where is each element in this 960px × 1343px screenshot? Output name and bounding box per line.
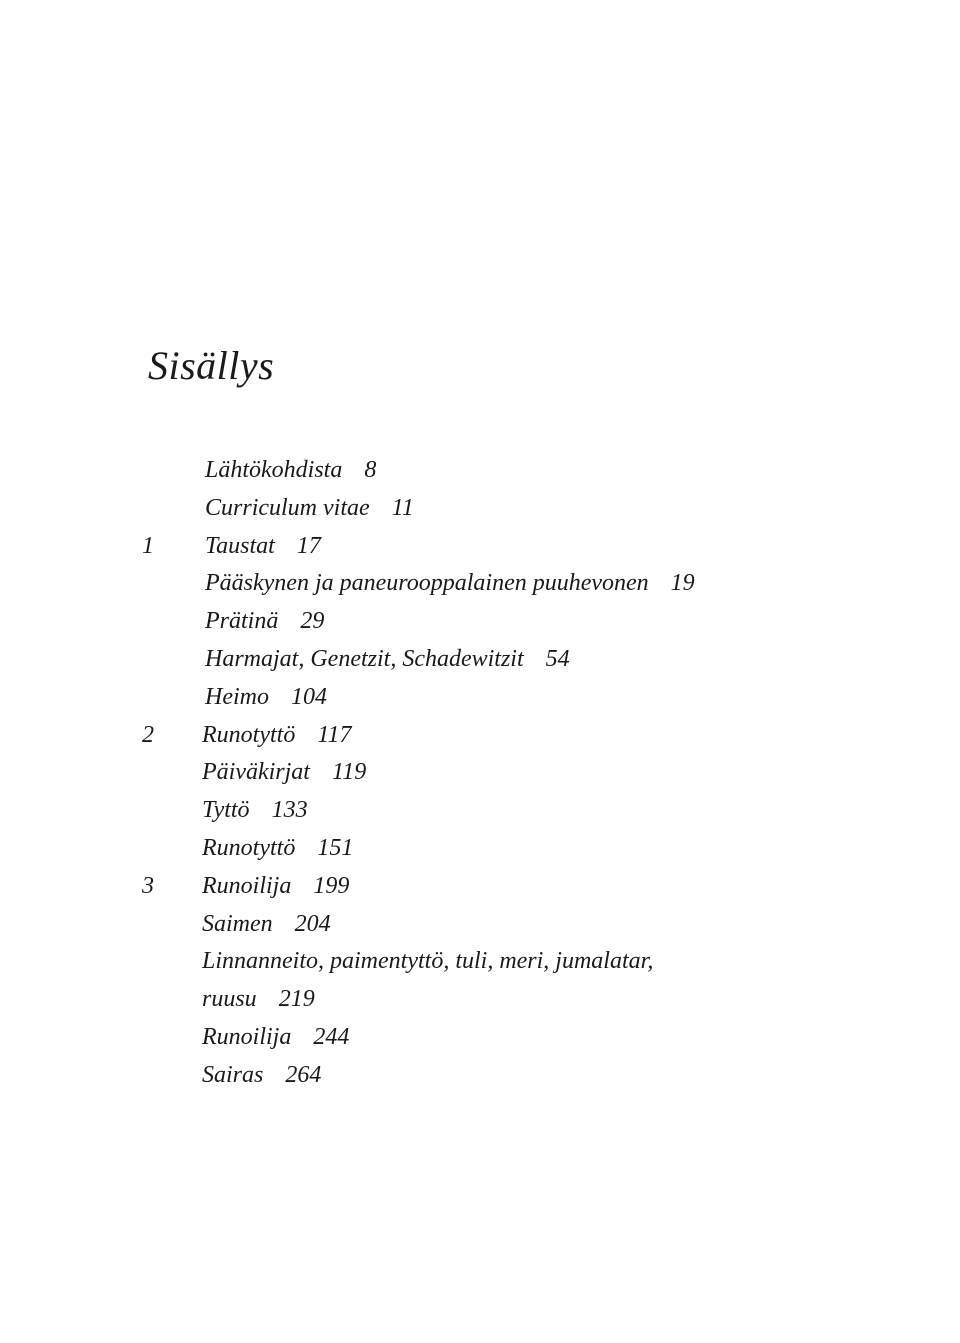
page-title: Sisällys <box>148 343 275 388</box>
entry-title: Linnanneito, paimentyttö, tuli, meri, jumalatar, <box>202 948 654 975</box>
entry-page-number: 264 <box>285 1061 322 1088</box>
chapter-number: 2 <box>142 721 154 748</box>
chapter-number: 1 <box>142 532 154 559</box>
entry-page-number: 119 <box>331 759 367 786</box>
entry-page-number: 133 <box>271 797 308 824</box>
entry-page-number: 204 <box>294 910 331 937</box>
entry-title: Curriculum vitae <box>205 494 370 521</box>
entry-title: Taustat <box>205 532 275 559</box>
entry-page-number: 244 <box>313 1023 350 1050</box>
entry-page-number: 29 <box>300 608 325 635</box>
entry-page-number: 151 <box>317 834 354 861</box>
toc-entry <box>0 452 960 490</box>
entry-page-number: 199 <box>313 872 350 899</box>
toc-entry <box>0 1057 960 1095</box>
toc-entry <box>0 868 960 906</box>
toc-entry <box>0 565 960 603</box>
entry-title: Runoilija <box>202 872 292 899</box>
entry-title: Harmajat, Genetzit, Schadewitzit <box>205 645 524 672</box>
entry-page-number: 8 <box>364 457 377 483</box>
entry-title: Runotyttö <box>202 721 296 748</box>
toc-entry <box>0 1019 960 1057</box>
toc-entry <box>0 830 960 868</box>
entry-title: Saimen <box>202 910 273 937</box>
entry-title: Runoilija <box>202 1023 292 1050</box>
entry-title: Sairas <box>202 1061 264 1088</box>
toc-entry <box>0 943 960 981</box>
entry-page-number: 19 <box>670 570 695 597</box>
entry-page-number: 117 <box>317 721 352 748</box>
entry-title: Lähtökohdista <box>205 457 343 483</box>
chapter-number: 3 <box>142 872 154 899</box>
toc-entry <box>0 717 960 755</box>
entry-title: Prätinä <box>205 608 279 635</box>
toc-entry <box>0 754 960 792</box>
entry-title: ruusu <box>202 986 257 1013</box>
entry-title: Runotyttö <box>202 834 296 861</box>
entry-title: Pääskynen ja paneurooppalainen puuhevonen <box>205 570 649 597</box>
toc-entry <box>0 792 960 830</box>
toc-entry <box>0 679 960 717</box>
toc-entry <box>0 641 960 679</box>
toc-entry <box>0 528 960 566</box>
toc-entry <box>0 603 960 641</box>
entry-page-number: 104 <box>290 683 327 710</box>
toc-entry <box>0 981 960 1019</box>
table-of-contents <box>0 452 960 1095</box>
entry-page-number: 11 <box>391 494 414 521</box>
toc-entry <box>0 490 960 528</box>
entry-page-number: 17 <box>296 532 321 559</box>
entry-page-number: 219 <box>278 986 315 1013</box>
entry-page-number: 54 <box>545 645 570 672</box>
toc-entry <box>0 906 960 944</box>
entry-title: Tyttö <box>202 797 250 824</box>
entry-title: Heimo <box>205 683 269 710</box>
entry-title: Päiväkirjat <box>202 759 310 786</box>
